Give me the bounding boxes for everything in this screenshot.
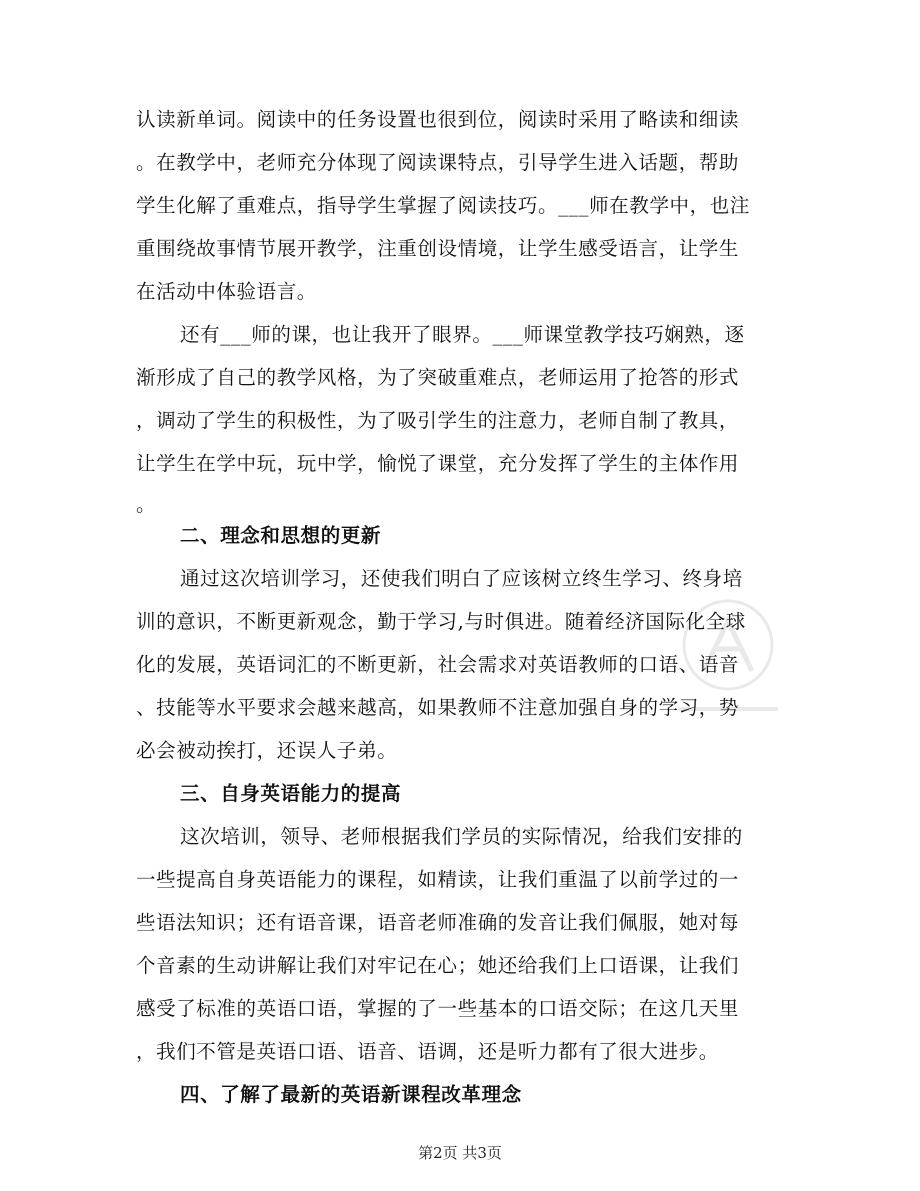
paragraph-line: 感受了标准的英语口语，掌握的了一些基本的口语交际；在这几天里	[136, 997, 740, 1020]
paragraph-line: 学生化解了重难点，指导学生掌握了阅读技巧。___师在教学中，也注	[136, 194, 750, 217]
paragraph-line: ，我们不管是英语口语、语音、语调，还是听力都有了很大进步。	[136, 1040, 719, 1063]
page-number: 第2页 共3页	[418, 1144, 502, 1162]
paragraph-line: 渐形成了自己的教学风格，为了突破重难点，老师运用了抢答的形式	[136, 366, 740, 389]
paragraph-line: 、技能等水平要求会越来越高，如果教师不注意加强自身的学习，势	[136, 696, 740, 719]
paragraph-line: 。	[136, 493, 157, 516]
paragraph-line: 些语法知识；还有语音课，语音老师准确的发音让我们佩服，她对每	[136, 911, 740, 934]
paragraph-line: 化的发展，英语词汇的不断更新，社会需求对英语教师的口语、语音	[136, 653, 740, 676]
paragraph-line: ，调动了学生的积极性，为了吸引学生的注意力，老师自制了教具，	[136, 409, 740, 432]
paragraph-line: 。在教学中，老师充分体现了阅读课特点，引导学生进入话题，帮助	[136, 151, 740, 174]
section-heading: 四、了解了最新的英语新课程改革理念	[180, 1083, 522, 1106]
paragraph-line: 必会被动挨打，还误人子弟。	[136, 739, 398, 762]
section-heading: 二、理念和思想的更新	[180, 524, 382, 547]
paragraph-line: 一些提高自身英语能力的课程，如精读，让我们重温了以前学过的一	[136, 868, 740, 891]
paragraph-line: 还有___师的课，也让我开了眼界。___师课堂教学技巧娴熟，逐	[180, 323, 745, 346]
paragraph-line: 训的意识，不断更新观念，勤于学习,与时俱进。随着经济国际化全球	[136, 610, 746, 633]
paragraph-line: 这次培训，领导、老师根据我们学员的实际情况，给我们安排的	[180, 825, 743, 848]
paragraph-line: 在活动中体验语言。	[136, 280, 317, 303]
paragraph-line: 通过这次培训学习，还使我们明白了应该树立终生学习、终身培	[180, 567, 743, 590]
paragraph-line: 认读新单词。阅读中的任务设置也很到位，阅读时采用了略读和细读	[136, 108, 740, 131]
watermark-logo	[668, 585, 788, 735]
paragraph-line: 个音素的生动讲解让我们对牢记在心；她还给我们上口语课，让我们	[136, 954, 740, 977]
section-heading: 三、自身英语能力的提高	[180, 782, 402, 805]
paragraph-line: 让学生在学中玩，玩中学，愉悦了课堂，充分发挥了学生的主体作用	[136, 452, 740, 475]
paragraph-line: 重围绕故事情节展开教学，注重创设情境，让学生感受语言，让学生	[136, 237, 740, 260]
